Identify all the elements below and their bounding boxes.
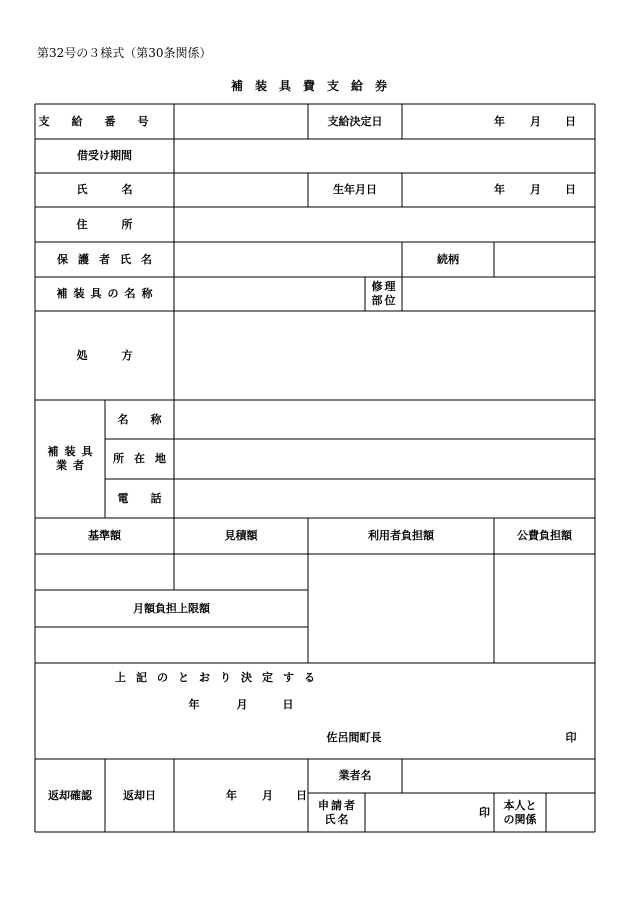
- company-name-field[interactable]: [402, 759, 595, 793]
- birth-year-label: 年: [494, 183, 505, 197]
- applicant-name-field[interactable]: [365, 793, 494, 832]
- birth-day-label: 日: [565, 183, 576, 197]
- name-field[interactable]: [174, 173, 308, 207]
- label-user-burden: 利用者負担額: [368, 529, 434, 543]
- mayor-title: 佐呂間町長: [326, 731, 382, 745]
- label-return-confirm: 返却確認: [48, 788, 92, 802]
- label-company-name: 業者名: [338, 769, 372, 783]
- form-number: 第32号の３様式（第30条関係）: [37, 46, 212, 60]
- label-repair-part: [365, 277, 402, 311]
- birth-month-label: 月: [530, 183, 541, 197]
- base-amount-field[interactable]: [35, 554, 174, 590]
- label-vendor-name: 名称: [117, 412, 184, 426]
- decision-date-field[interactable]: [402, 104, 595, 139]
- birth-date-field[interactable]: [402, 173, 595, 207]
- return-year-label: 年: [226, 788, 237, 802]
- label-vendor-line1: 補装具: [47, 445, 99, 459]
- user-burden-field[interactable]: [308, 554, 494, 663]
- label-return-date: 返却日: [123, 788, 156, 802]
- label-vendor-phone: 電話: [117, 491, 184, 505]
- return-day-label: 日: [296, 788, 307, 802]
- estimate-amount-field[interactable]: [174, 554, 308, 590]
- decision-month-label: 月: [530, 114, 541, 128]
- label-estimate-amount: 見積額: [224, 529, 258, 543]
- mayor-seal: 印: [565, 731, 577, 745]
- decision-day-label-2: 日: [282, 698, 294, 712]
- label-base-amount: 基準額: [88, 529, 121, 543]
- address-field[interactable]: [174, 207, 595, 242]
- label-applicant-line1: 申請者: [318, 798, 357, 812]
- decision-year-label: 年: [494, 114, 505, 128]
- relation-to-person-field[interactable]: [546, 793, 595, 832]
- decision-day-label: 日: [565, 114, 576, 128]
- payment-number-field[interactable]: [174, 104, 308, 139]
- label-vendor: [35, 400, 105, 518]
- monthly-cap-field[interactable]: [35, 627, 308, 663]
- decision-month-label-2: 月: [236, 698, 248, 712]
- repair-part-field[interactable]: [402, 277, 595, 311]
- label-lease-period: 借受け期間: [77, 149, 132, 163]
- label-name: 氏名: [76, 183, 167, 197]
- relationship-field[interactable]: [494, 242, 595, 277]
- vendor-location-field[interactable]: [174, 439, 595, 479]
- label-monthly-cap: 月額負担上限額: [133, 601, 210, 615]
- guardian-name-field[interactable]: [174, 242, 402, 277]
- decision-text: 上記のとおり決定する: [115, 671, 325, 685]
- label-relation-line1: 本人と: [503, 798, 537, 812]
- applicant-seal: 印: [479, 805, 490, 819]
- label-device-name: 補装具の名称: [56, 287, 159, 301]
- label-relation-to-person: [494, 793, 546, 832]
- label-applicant-name: [308, 793, 365, 832]
- label-guardian-name: 保護者氏名: [57, 252, 162, 266]
- vendor-name-field[interactable]: [174, 400, 595, 439]
- label-address: 住所: [76, 217, 167, 231]
- label-relationship: 続柄: [437, 252, 459, 266]
- label-payment-number: 支給番号: [38, 114, 171, 128]
- label-applicant-line2: 氏名: [324, 812, 351, 826]
- label-decision-date: 支給決定日: [327, 114, 383, 128]
- label-repair-part-line1: 修理: [371, 280, 398, 294]
- label-repair-part-line2: 部位: [371, 294, 398, 307]
- return-month-label: 月: [262, 788, 273, 802]
- label-vendor-location: 所在地: [113, 452, 176, 466]
- device-name-field[interactable]: [174, 277, 365, 311]
- lease-period-field[interactable]: [174, 139, 595, 173]
- vendor-phone-field[interactable]: [174, 479, 595, 518]
- prescription-field[interactable]: [174, 311, 595, 400]
- form-title: 補装具費支給券: [230, 79, 399, 93]
- label-vendor-line2: 業者: [56, 459, 90, 472]
- label-birth-date: 生年月日: [333, 183, 377, 197]
- label-public-burden: 公費負担額: [517, 529, 572, 543]
- public-burden-field[interactable]: [494, 554, 595, 663]
- label-relation-line2: の関係: [503, 812, 537, 826]
- return-date-field[interactable]: [174, 759, 308, 832]
- decision-year-label-2: 年: [188, 698, 200, 712]
- label-prescription: 処方: [76, 348, 167, 362]
